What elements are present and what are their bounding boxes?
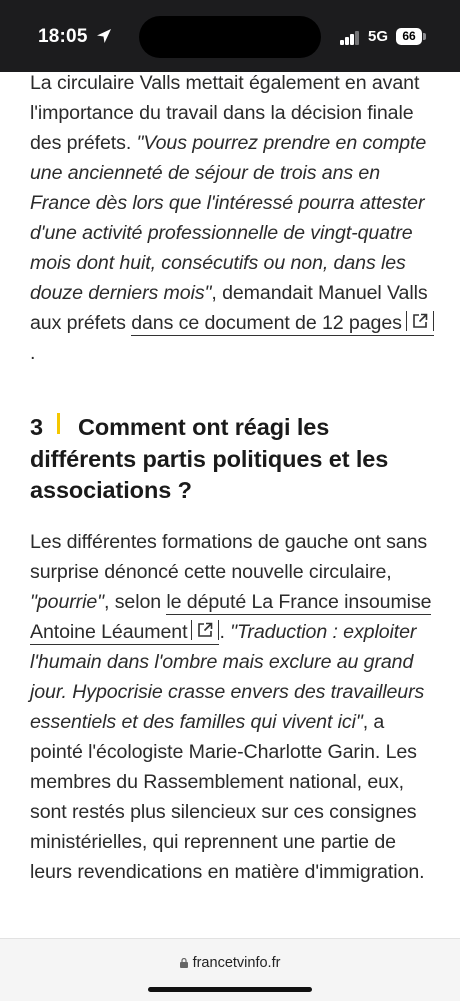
section-heading — [30, 412, 438, 507]
external-link-icon — [406, 311, 434, 331]
browser-address-bar[interactable] — [0, 938, 460, 1001]
lock-icon — [180, 958, 188, 968]
battery-level: 66 — [402, 29, 416, 43]
url-text: francetvinfo.fr — [192, 955, 281, 971]
document-link-label: dans ce document de 12 pages — [131, 312, 402, 334]
battery-icon — [396, 28, 422, 45]
battery-tip — [423, 33, 426, 40]
url-display[interactable] — [0, 955, 460, 971]
para2-quote2: "Traduction : exploiter l'humain dans l'ombre mais exclure au grand jour. Hypocrisie crasse envers des travailleurs essentiels et des familles qui vivent ici" — [30, 620, 425, 733]
para2-rest: , a pointé l'écologiste Marie-Charlotte Garin. Les membres du Rassemblement national, eux, sont restés plus silencieux sur ces consignes ministérielles, qui reprennent une partie de leurs revendications en matière d'immigration. — [30, 710, 425, 883]
home-indicator[interactable] — [148, 987, 312, 992]
article-body — [30, 68, 438, 887]
paragraph-reactions — [30, 527, 438, 887]
para2-lead: Les différentes formations de gauche ont sans surprise dénoncé cette nouvelle circulaire, — [30, 530, 428, 583]
leaument-link-label: le député La France insoumise Antoine Léaument — [30, 590, 432, 643]
document-link[interactable] — [131, 312, 434, 336]
para1-lead: La circulaire Valls mettait également en avant l'importance du travail dans la décision finale des préfets. — [30, 72, 420, 154]
external-link-icon — [191, 620, 219, 640]
para1-quote: "Vous pourrez prendre en compte une ancienneté de séjour de trois ans en France dès lors que l'intéressé pourra attester d'une activité professionnelle de vingt-quatre mois dont huit, consécutifs ou non, dans les douze derniers mois" — [30, 132, 427, 304]
section-number: 3 — [30, 414, 43, 440]
signal-icon — [340, 31, 360, 45]
section-accent-bar — [57, 413, 60, 434]
dynamic-island — [139, 16, 321, 58]
network-type: 5G — [368, 28, 389, 45]
para2-after-link: . — [219, 620, 231, 643]
para1-end: . — [30, 342, 36, 364]
location-arrow-icon — [96, 28, 112, 44]
para1-after-quote: , demandait Manuel Valls aux préfets — [30, 282, 428, 334]
para2-mid: , selon — [104, 590, 167, 613]
para2-quote1: "pourrie" — [30, 590, 105, 613]
section-title: Comment ont réagi les différents partis politiques et les associations ? — [30, 414, 389, 503]
status-bar — [0, 0, 460, 72]
status-time: 18:05 — [38, 26, 88, 47]
paragraph-circulaire-valls — [30, 68, 438, 368]
